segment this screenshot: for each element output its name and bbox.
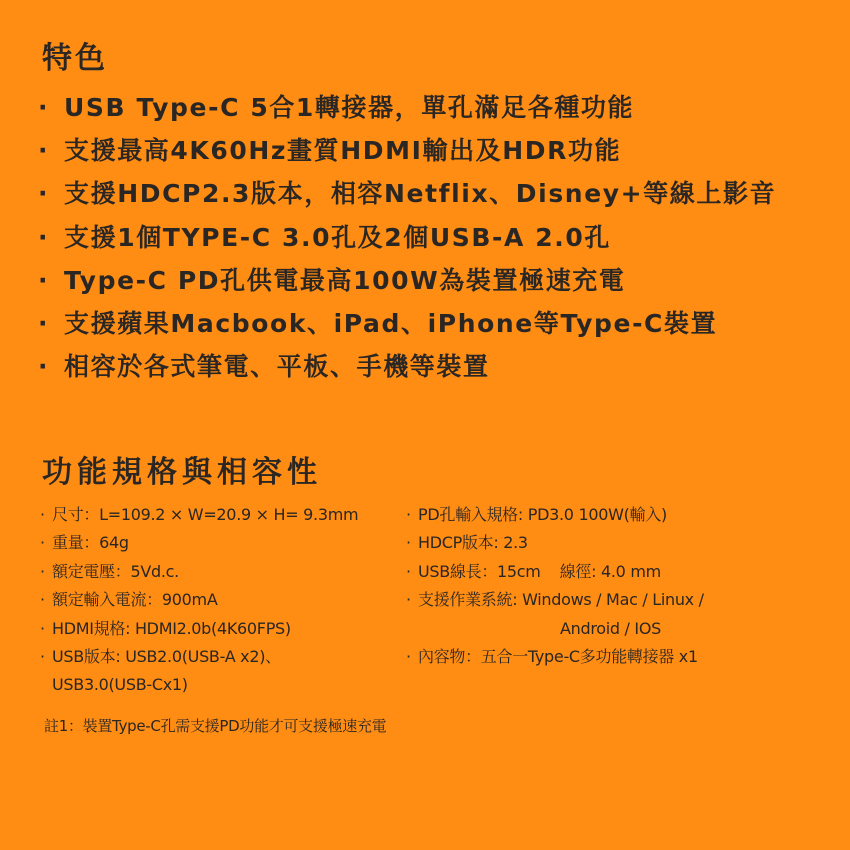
- spec-text: HDMI規格: HDMI2.0b(4K60FPS): [52, 618, 291, 638]
- feature-item: [38, 216, 776, 259]
- spec-text: 額定輸入電流：900mA: [52, 590, 218, 610]
- feature-text: 支援1個TYPE-C 3.0孔及2個USB-A 2.0孔: [64, 222, 611, 252]
- bullet: ·: [406, 533, 411, 553]
- bullet: ·: [38, 222, 50, 252]
- spec-text: USB版本: USB2.0(USB-A x2)、: [52, 647, 281, 667]
- bullet: ·: [40, 533, 45, 553]
- spec-text: PD孔輸入規格: PD3.0 100W(輸入): [418, 505, 667, 524]
- bullet: ·: [40, 505, 45, 524]
- feature-text: Type-C PD孔供電最高100W為裝置極速充電: [64, 265, 626, 295]
- bullet: ·: [38, 136, 50, 166]
- feature-item: [38, 259, 776, 302]
- spec-item-current: [40, 586, 358, 614]
- feature-text: 支援蘋果Macbook、iPad、iPhone等Type-C裝置: [64, 308, 718, 338]
- bullet: ·: [406, 590, 411, 610]
- footnote: 註1：裝置Type-C孔需支援PD功能才可支援極速充電: [44, 717, 387, 735]
- feature-item: [38, 86, 776, 129]
- spec-item-voltage: [40, 558, 358, 586]
- spec-text: HDCP版本: 2.3: [418, 533, 528, 553]
- bullet: ·: [40, 561, 45, 581]
- bullet: ·: [38, 265, 50, 295]
- feature-text: 相容於各式筆電、平板、手機等裝置: [64, 352, 490, 382]
- spec-item-hdcp: [406, 529, 704, 557]
- spec-item-dimensions: [40, 501, 358, 529]
- spec-text: 支援作業系統: Windows / Mac / Linux /: [418, 590, 704, 610]
- feature-list: [38, 86, 776, 388]
- bullet: ·: [38, 352, 50, 382]
- spec-text: 額定電壓：5Vd.c.: [52, 561, 179, 581]
- bullet: ·: [38, 179, 50, 209]
- bullet: ·: [40, 618, 45, 638]
- feature-text: 支援HDCP2.3版本，相容Netflix、Disney+等線上影音: [64, 179, 777, 209]
- spec-text: 重量：64g: [52, 533, 129, 553]
- specs-heading: 功能規格與相容性: [42, 455, 322, 490]
- bullet: ·: [406, 647, 411, 667]
- spec-item-usb-version: [40, 643, 358, 671]
- spec-list-left: [40, 501, 358, 700]
- spec-item-pd-input: [406, 501, 704, 529]
- feature-text: USB Type-C 5合1轉接器，單孔滿足各種功能: [64, 93, 635, 122]
- bullet: ·: [38, 308, 50, 338]
- spec-text: 尺寸：L=109.2 × W=20.9 × H= 9.3mm: [52, 505, 359, 524]
- spec-text: 內容物：五合一Type-C多功能轉接器 x1: [418, 647, 698, 667]
- feature-item: [38, 302, 776, 345]
- bullet: ·: [38, 93, 50, 122]
- spec-item-os: [406, 586, 704, 614]
- spec-item-os-cont: Android / IOS: [560, 618, 661, 638]
- spec-item-hdmi: [40, 615, 358, 643]
- feature-item: [38, 345, 776, 388]
- spec-list-right: [406, 501, 704, 671]
- bullet: ·: [40, 590, 45, 610]
- bullet: ·: [40, 647, 45, 667]
- bullet: ·: [406, 561, 411, 581]
- spec-item-contents: [406, 643, 704, 671]
- feature-item: [38, 129, 776, 172]
- spec-text: USB線長：15cm 線徑: 4.0 mm: [418, 561, 661, 581]
- spec-item-usb-version-cont: USB3.0(USB-Cx1): [52, 675, 188, 695]
- bullet: ·: [406, 505, 411, 524]
- spec-item-cable: [406, 558, 704, 586]
- features-heading: 特色: [42, 41, 108, 76]
- feature-item: [38, 172, 776, 215]
- feature-text: 支援最高4K60Hz畫質HDMI輸出及HDR功能: [64, 136, 622, 166]
- spec-item-weight: [40, 529, 358, 557]
